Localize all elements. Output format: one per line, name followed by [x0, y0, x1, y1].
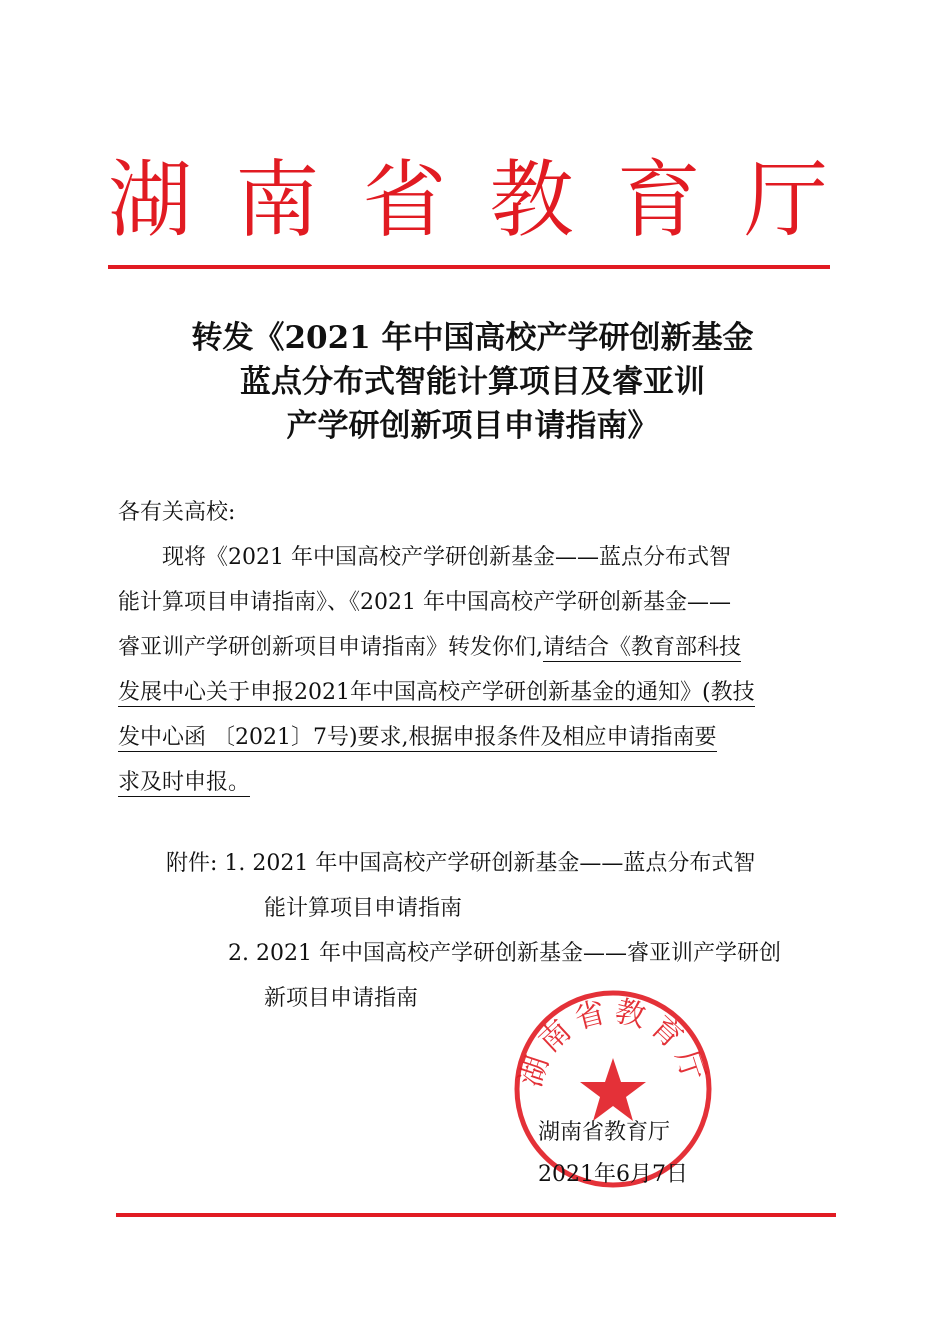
letterhead-char: 育 — [616, 151, 701, 249]
underlined-text: 请结合《教育部科技 — [543, 635, 742, 660]
body-text: 睿亚训产学研创新项目申请指南》转发你们, — [118, 635, 543, 660]
title-line: 产学研创新项目申请指南》 — [286, 408, 659, 444]
attachment-item — [166, 841, 846, 886]
attachments-list — [166, 841, 846, 1021]
attachments-prefix: 附件: — [166, 851, 218, 876]
title-line: 转发《2021 年中国高校产学研创新基金 — [191, 320, 754, 356]
body-paragraph — [118, 535, 818, 805]
attachment-text: 1. 2021 年中国高校产学研创新基金——蓝点分布式智 — [224, 851, 756, 876]
letterhead-char: 南 — [235, 151, 320, 249]
letterhead-char: 厅 — [743, 151, 828, 249]
underlined-text: 发中心函 〔2021〕7号)要求,根据申报条件及相应申请指南要 — [118, 725, 717, 750]
body-line: 现将《2021 年中国高校产学研创新基金——蓝点分布式智 — [162, 545, 731, 570]
attachment-item: 2. 2021 年中国高校产学研创新基金——睿亚训产学研创 — [228, 941, 781, 966]
letterhead-divider — [108, 265, 830, 269]
body-line — [118, 670, 818, 715]
underlined-text: 求及时申报。 — [118, 770, 251, 795]
attachment-continuation: 能计算项目申请指南 — [264, 896, 463, 921]
salutation: 各有关高校: — [118, 500, 236, 525]
star-icon — [580, 1058, 646, 1121]
document-title — [100, 316, 845, 448]
svg-text:湖南省教育厅: 湖南省教育厅 — [513, 993, 713, 1092]
letterhead — [108, 150, 828, 250]
body-line — [118, 760, 818, 805]
signature-date: 2021年6月7日 — [538, 1162, 688, 1187]
attachment-continuation: 新项目申请指南 — [264, 986, 419, 1011]
title-line: 蓝点分布式智能计算项目及睿亚训 — [240, 364, 705, 400]
signature-organization: 湖南省教育厅 — [538, 1120, 671, 1145]
letterhead-char: 省 — [362, 151, 447, 249]
body-line — [118, 715, 818, 760]
letterhead-char: 湖 — [108, 151, 193, 249]
footer-divider — [116, 1213, 836, 1217]
underlined-text: 发展中心关于申报2021年中国高校产学研创新基金的通知》(教技 — [118, 680, 755, 705]
body-line: 能计算项目申请指南》、《2021 年中国高校产学研创新基金—— — [118, 590, 731, 615]
body-line — [118, 625, 818, 670]
letterhead-char: 教 — [489, 151, 574, 249]
